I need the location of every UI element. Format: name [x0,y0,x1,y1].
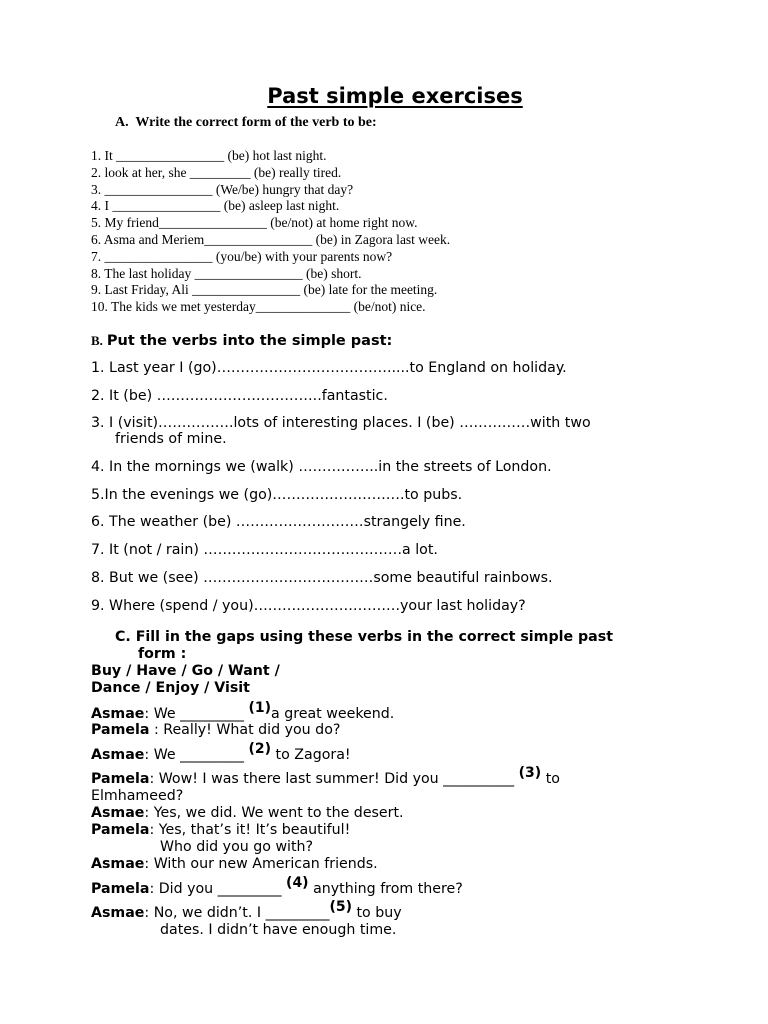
section-b-item-text: 1. Last year I (go)……………………………….....to England on holiday. [91,360,567,376]
speaker-name: Pamela [91,722,150,738]
speaker-name: Asmae [91,856,145,872]
section-b-item [91,598,691,614]
section-a-item: 4. I ________________ (be) asleep last night. [91,198,340,214]
section-a-item: 2. look at her, she _________ (be) really tired. [91,164,342,180]
dialogue-text: : Really! What did you do? [149,722,341,738]
dialogue-text: : Did you _________ [149,881,287,897]
section-a-item: 5. My friend________________ (be/not) at home right now. [91,215,418,231]
section-a-item: 1. It ________________ (be) hot last night. [91,148,327,163]
section-c-heading-text: C. Fill in the gaps using these verbs in the correct simple past [115,629,613,645]
section-b-item-text: 5.In the evenings we (go)……………………….to pubs. [91,486,463,503]
section-b-item-text: 4. In the mornings we (walk) ……………..in the streets of London. [91,459,552,476]
section-b-item-text: 3. I (visit)…………….lots of interesting places. I (be) ……………with two [91,415,591,432]
section-a-label: A. [115,115,129,130]
gap-number: (4) [286,875,309,891]
gap-number: (1) [248,700,272,716]
dialogue-line [91,822,691,856]
section-b-item [91,487,691,503]
speaker-name: Asmae [91,905,145,921]
gap-number: (5) [329,899,352,915]
section-b-item-text: 2. It (be) ……………………………..fantastic. [91,387,388,404]
section-a-item: 10. The kids we met yesterday______________ (be/not) nice. [91,299,426,315]
section-b-heading-text: Put the verbs into the simple past: [106,333,393,349]
section-b-item-text: 7. It (not / rain) ……………………………………a lot. [91,542,438,559]
speaker-name: Pamela [91,881,150,897]
section-b-item [91,514,691,530]
section-a-heading [115,115,377,131]
speaker-name: Pamela [91,771,150,787]
gap-number: (3) [518,765,542,781]
dialogue-line [91,765,691,805]
speaker-name: Asmae [91,706,145,722]
dialogue-text: : We _________ [144,706,249,722]
dialogue-line [91,856,691,873]
dialogue-text: to [541,771,560,787]
section-b-item [91,360,691,376]
section-b-item [91,459,691,475]
page-title: Past simple exercises [267,84,523,108]
section-a-item: 7. ________________ (you/be) with your parents now? [91,248,393,264]
section-b-item [91,542,691,558]
verb-bank [91,663,280,697]
dialogue-text: : Yes, we did. We went to the desert. [144,805,404,821]
section-b-label: B. [91,333,103,348]
dialogue-text: to buy [351,905,402,921]
dialogue-line [91,805,691,822]
section-b-item-text: 8. But we (see) ………………………………some beautiful rainbows. [91,569,553,586]
dialogue-continuation: Elmhameed? [91,788,184,804]
dialogue-line [91,899,691,939]
section-a-item: 3. ________________ (We/be) hungry that day? [91,181,354,197]
dialogue-text: : No, we didn’t. I _________ [144,905,330,921]
dialogue-line [91,700,691,723]
speaker-name: Pamela [91,822,150,838]
gap-number: (2) [248,741,272,757]
dialogue-text: : Yes, that’s it! It’s beautiful! [149,822,351,838]
dialogue-text: a great weekend. [271,706,395,722]
dialogue-line [91,722,691,739]
dialogue-line [91,875,691,898]
section-a-item: 6. Asma and Meriem________________ (be) in Zagora last week. [91,231,451,247]
dialogue-line [91,741,691,764]
section-a-item: 8. The last holiday ________________ (be) short. [91,265,362,281]
section-b-item-continuation: friends of mine. [115,431,227,448]
dialogue-text: : Wow! I was there last summer! Did you __________ [149,771,519,787]
speaker-name: Asmae [91,747,145,763]
section-a-item: 9. Last Friday, Ali ________________ (be) late for the meeting. [91,282,438,298]
section-b-item [91,570,691,586]
section-b-item [91,388,691,404]
dialogue-text: anything from there? [308,881,463,897]
speaker-name: Asmae [91,805,145,821]
dialogue-continuation: Who did you go with? [160,839,314,855]
dialogue-continuation: dates. I didn’t have enough time. [160,922,397,938]
section-a-list [91,148,450,316]
dialogue-text: : With our new American friends. [144,856,378,872]
section-c-heading-continuation: form : [138,646,187,662]
verb-bank-line: Dance / Enjoy / Visit [91,680,250,696]
section-a-heading-text: Write the correct form of the verb to be: [135,115,377,130]
verb-bank-line: Buy / Have / Go / Want / [91,663,280,679]
section-b-item [91,415,691,447]
dialogue-text: to Zagora! [271,747,351,763]
section-b-item-text: 6. The weather (be) ………………………strangely fine. [91,514,466,531]
dialogue-text: : We _________ [144,747,249,763]
section-b-heading [91,332,392,350]
section-b-item-text: 9. Where (spend / you)………………………….your last holiday? [91,597,526,614]
section-b-list [91,360,691,625]
section-c-heading [115,629,685,663]
